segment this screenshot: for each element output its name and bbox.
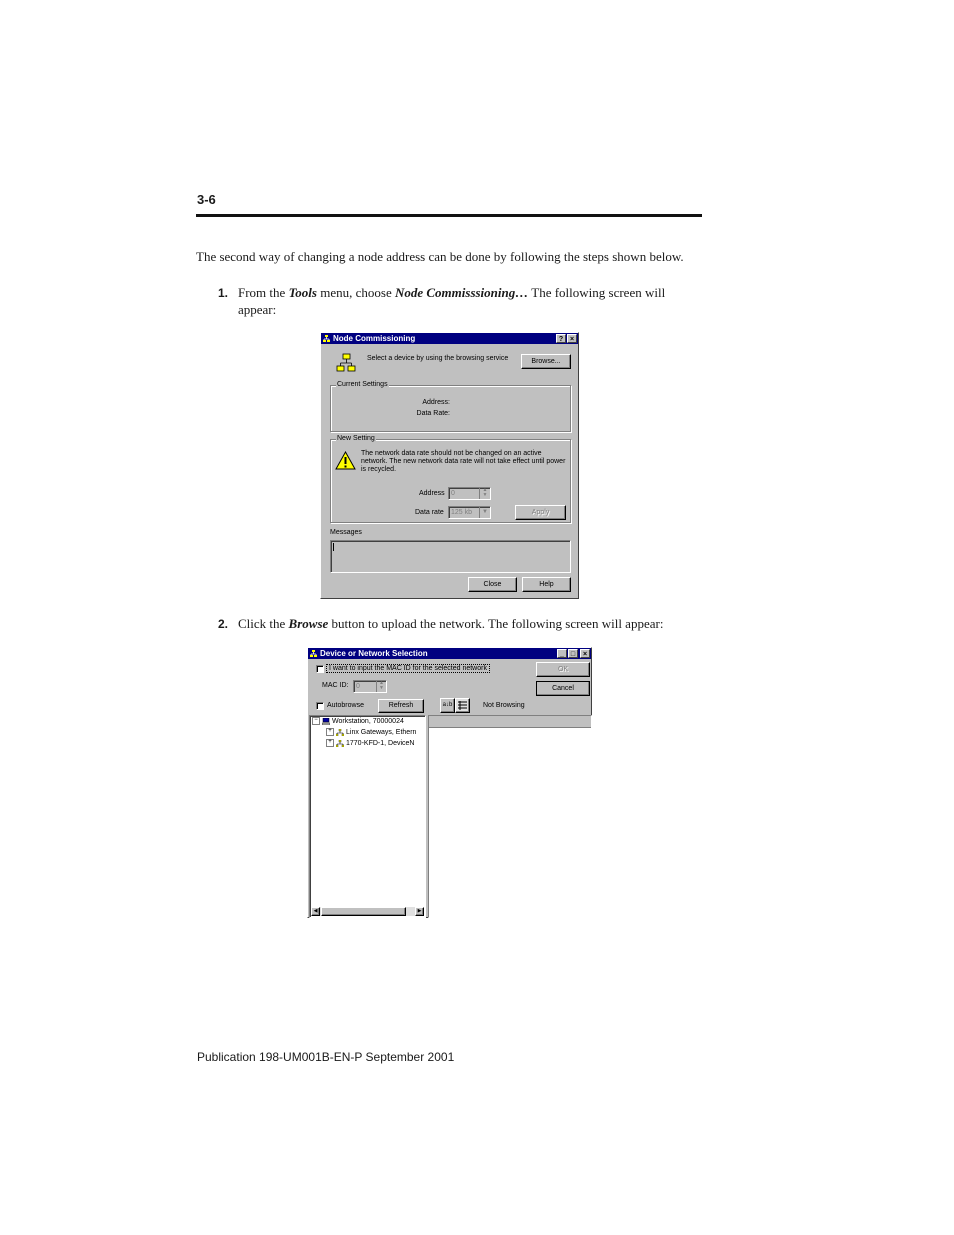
new-setting-label: New Setting [337,435,375,442]
browse-button[interactable]: Browse... [521,354,571,369]
new-setting-group [330,435,571,523]
step-2-text-pre: Click the [238,616,289,631]
new-address-label: Address [419,490,445,497]
mac-id-label: MAC ID: [322,682,349,689]
device-network-selection-dialog [307,647,592,918]
device-dialog-title: Device or Network Selection [320,649,428,658]
refresh-button[interactable]: Refresh [378,699,424,713]
network-icon [336,729,344,736]
text-cursor [333,543,334,551]
node-dialog-titlebar [321,333,578,344]
horizontal-scrollbar[interactable] [311,907,424,916]
tree-item-label: Linx Gateways, Ethern [346,729,417,736]
maximize-button[interactable]: □ [568,649,578,658]
apply-button[interactable]: Apply [515,505,566,520]
mac-id-checkbox[interactable] [316,665,324,673]
node-commissioning-dialog [320,332,579,599]
mac-id-spinner[interactable] [353,680,387,693]
header-rule [196,214,702,217]
scroll-right-icon[interactable]: ▶ [415,907,424,916]
node-dialog-title: Node Commissioning [333,334,416,343]
current-address-label: Address: [422,399,450,406]
tree-item-label: Workstation, 70000024 [332,718,404,725]
network-tree-pane[interactable] [309,715,426,918]
autobrowse-checkbox[interactable] [316,702,324,710]
warning-line-1: The network data rate should not be changed on an active [361,450,542,457]
step-1-menu: Tools [288,285,317,300]
warning-line-2: network. The new network data rate will not take effect until power [361,458,566,465]
tree-item-devicenet-driver[interactable] [326,739,414,749]
expand-icon[interactable]: + [326,739,334,747]
scrollbar-thumb[interactable] [321,907,406,916]
help-button[interactable]: Help [522,577,571,592]
step-2-number: 2. [218,617,229,631]
autobrowse-label: Autobrowse [327,702,364,709]
network-icon [323,335,330,342]
close-title-button[interactable]: × [580,649,590,658]
collapse-icon[interactable]: − [312,717,320,725]
warning-icon [335,451,356,470]
current-settings-label: Current Settings [337,381,388,388]
step-2 [196,615,706,632]
current-data-rate-label: Data Rate: [416,410,450,417]
intro-paragraph: The second way of changing a node address can be done by following the steps shown below. [196,249,684,264]
help-title-button[interactable]: ? [556,334,566,343]
view-toggle-button[interactable] [440,698,455,713]
tree-item-workstation[interactable] [312,717,404,727]
step-1 [196,284,706,318]
spinner-arrows-icon[interactable]: ▲ ▼ [479,488,490,499]
step-2-text-post: button to upload the network. The following screen will appear: [328,616,664,631]
messages-label: Messages [330,529,362,536]
mac-id-value: 0 [356,683,360,690]
address-spinner[interactable] [448,487,491,500]
list-header [429,716,591,728]
step-1-text-pre: From the [238,285,289,300]
tree-item-linx-gateways[interactable] [326,728,416,738]
network-icon [336,740,344,747]
scroll-left-icon[interactable]: ◀ [311,907,320,916]
expand-icon[interactable]: + [326,728,334,736]
spinner-arrows-icon[interactable]: ▲ ▼ [376,681,386,692]
select-device-text: Select a device by using the browsing service [367,355,509,362]
data-rate-select-value: 125 kb [451,509,473,516]
messages-box[interactable] [330,540,571,573]
step-1-item: Node Commisssioning… [394,285,529,300]
computer-icon [322,718,330,725]
browse-status-text: Not Browsing [483,702,525,709]
details-icon [458,701,467,710]
cancel-button[interactable]: Cancel [536,681,590,696]
list-view-button[interactable] [455,698,470,713]
chevron-down-icon[interactable]: ▼ [479,507,490,518]
close-title-button[interactable]: × [567,334,577,343]
step-1-number: 1. [218,286,229,300]
data-rate-select[interactable] [448,506,491,519]
close-button[interactable]: Close [468,577,517,592]
current-settings-group [330,381,571,432]
step-1-text-post: The following screen will appear: [238,285,666,317]
footer-publication: Publication 198-UM001B-EN-P September 2001 [197,1050,455,1064]
mac-id-checkbox-label[interactable]: I want to input the MAC ID for the selected network [326,664,490,673]
minimize-button[interactable]: _ [557,649,567,658]
address-spinner-value: 0 [451,490,455,497]
tree-item-label: 1770-KFD-1, DeviceN [346,740,415,747]
page-number: 3-6 [197,192,216,207]
step-2-button: Browse [288,616,329,631]
sort-icon: a↓b [442,702,453,708]
new-data-rate-label: Data rate [415,509,444,516]
warning-line-3: is recycled. [361,466,397,473]
device-list-pane[interactable] [428,715,592,918]
network-devices-icon [336,353,356,373]
network-icon [310,650,317,657]
device-dialog-titlebar [308,648,591,659]
ok-button[interactable]: OK [536,662,590,677]
step-1-text-mid: menu, choose [316,285,395,300]
